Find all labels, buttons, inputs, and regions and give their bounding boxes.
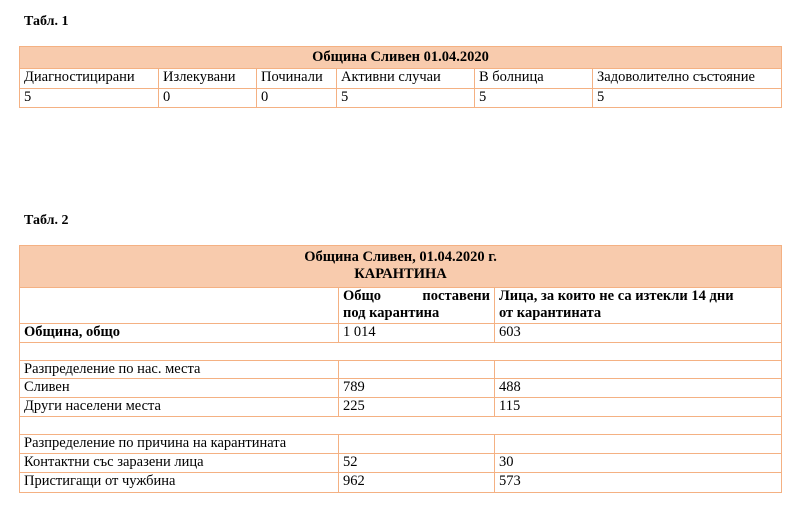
empty-row	[20, 343, 782, 361]
value-cell: 0	[257, 89, 337, 108]
table-row	[20, 454, 782, 473]
header-cell: Активни случаи	[337, 69, 475, 89]
table-row	[20, 379, 782, 398]
empty-row	[20, 417, 782, 435]
row-label: Пристигащи от чужбина	[20, 473, 339, 493]
table1-title: Община Сливен 01.04.2020	[20, 47, 782, 69]
row-label: Други населени места	[20, 398, 339, 417]
empty-cell	[339, 435, 495, 454]
row-value: 789	[339, 379, 495, 398]
empty-cell	[495, 435, 782, 454]
table2-title-line1: Община Сливен, 01.04.2020 г.	[304, 249, 497, 265]
col2-header	[495, 288, 782, 324]
header-cell: Излекувани	[159, 69, 257, 89]
row-label: Община, общо	[20, 324, 339, 343]
row-value: 52	[339, 454, 495, 473]
table-row	[20, 324, 782, 343]
section-label: Разпределение по причина на карантината	[20, 435, 339, 454]
table2	[19, 245, 782, 493]
table-row	[20, 435, 782, 454]
empty-cell	[495, 361, 782, 379]
table-row	[20, 398, 782, 417]
value-cell: 0	[159, 89, 257, 108]
row-value: 573	[495, 473, 782, 493]
row-value: 603	[495, 324, 782, 343]
row-label: Сливен	[20, 379, 339, 398]
header-cell: В болница	[475, 69, 593, 89]
row-value: 1 014	[339, 324, 495, 343]
table-row	[20, 473, 782, 493]
value-cell: 5	[337, 89, 475, 108]
table1-caption: Табл. 1	[24, 14, 69, 29]
value-cell: 5	[593, 89, 782, 108]
header-cell: Диагностицирани	[20, 69, 159, 89]
value-cell: 5	[20, 89, 159, 108]
col1-header-b: поставени	[422, 288, 490, 304]
section-label: Разпределение по нас. места	[20, 361, 339, 379]
col1-header-c: под карантина	[343, 305, 440, 321]
empty-cell	[339, 361, 495, 379]
header-cell: Задоволително състояние	[593, 69, 782, 89]
row-value: 962	[339, 473, 495, 493]
table-row	[20, 361, 782, 379]
table2-title	[20, 246, 782, 288]
row-value: 30	[495, 454, 782, 473]
row-value: 225	[339, 398, 495, 417]
row-value: 488	[495, 379, 782, 398]
row-label: Контактни със заразени лица	[20, 454, 339, 473]
value-cell: 5	[475, 89, 593, 108]
col1-header-a: Общо	[343, 288, 382, 304]
table1	[19, 46, 782, 108]
table2-caption: Табл. 2	[24, 213, 69, 228]
empty-header-cell	[20, 288, 339, 324]
header-cell: Починали	[257, 69, 337, 89]
col2-header-a: Лица, за които не са изтекли 14 дни	[499, 288, 734, 304]
table2-title-line2: КАРАНТИНА	[354, 266, 447, 282]
col2-header-b: от карантината	[499, 305, 602, 321]
row-value: 115	[495, 398, 782, 417]
col1-header	[339, 288, 495, 324]
